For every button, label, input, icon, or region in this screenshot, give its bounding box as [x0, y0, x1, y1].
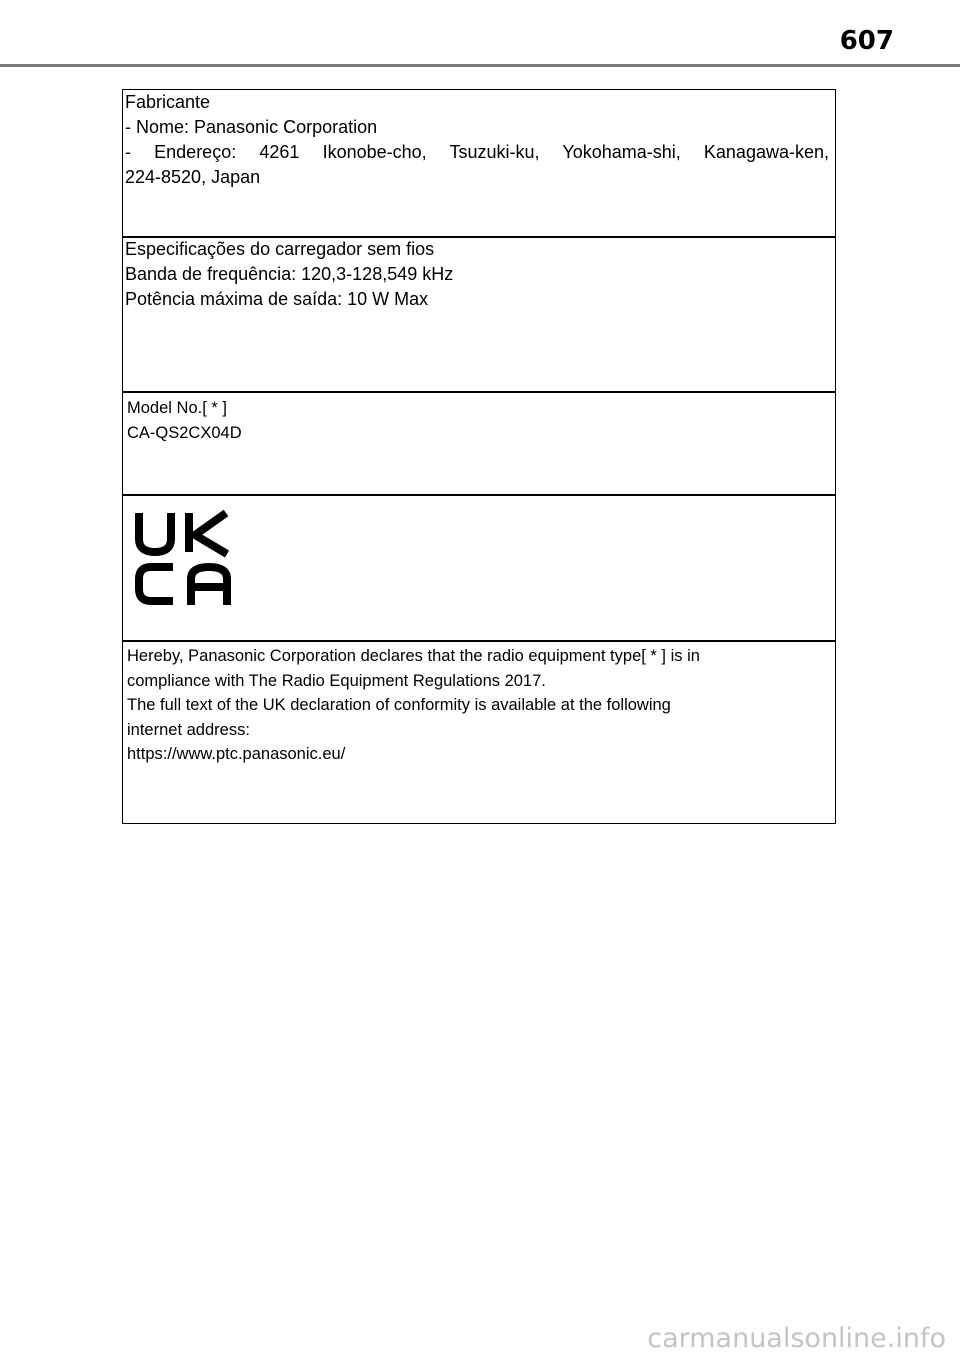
declaration-line3: The full text of the UK declaration of conformity is available at the following	[127, 696, 671, 715]
declaration-box	[122, 640, 836, 824]
charger-spec-box	[122, 236, 836, 393]
declaration-line2: compliance with The Radio Equipment Regulations 2017.	[127, 671, 546, 690]
model-label: Model No.[ * ]	[127, 399, 227, 417]
page-number: 607	[839, 26, 894, 56]
model-box	[122, 391, 836, 496]
declaration-line4: internet address:	[127, 720, 250, 739]
manufacturer-address-line1: - Endereço: 4261 Ikonobe-cho, Tsuzuki-ku, Yokohama-shi, Kanagawa-ken,	[125, 142, 829, 162]
manufacturer-box	[122, 89, 836, 238]
model-number: CA-QS2CX04D	[127, 424, 242, 442]
ukca-mark-box	[122, 494, 836, 642]
watermark: carmanualsonline.info	[647, 1323, 946, 1354]
header-rule	[0, 64, 960, 67]
manufacturer-heading: Fabricante	[125, 92, 211, 112]
charger-power: Potência máxima de saída: 10 W Max	[125, 289, 429, 309]
charger-band: Banda de frequência: 120,3-128,549 kHz	[125, 264, 454, 284]
manufacturer-address-line2: 224-8520, Japan	[125, 167, 261, 187]
ukca-mark-logo	[133, 505, 233, 605]
charger-heading: Especificações do carregador sem fios	[125, 239, 435, 259]
declaration-line1: Hereby, Panasonic Corporation declares that the radio equipment type[ * ] is in	[127, 647, 700, 665]
declaration-url[interactable]: https://www.ptc.panasonic.eu/	[127, 745, 346, 764]
manufacturer-name: - Nome: Panasonic Corporation	[125, 117, 378, 137]
